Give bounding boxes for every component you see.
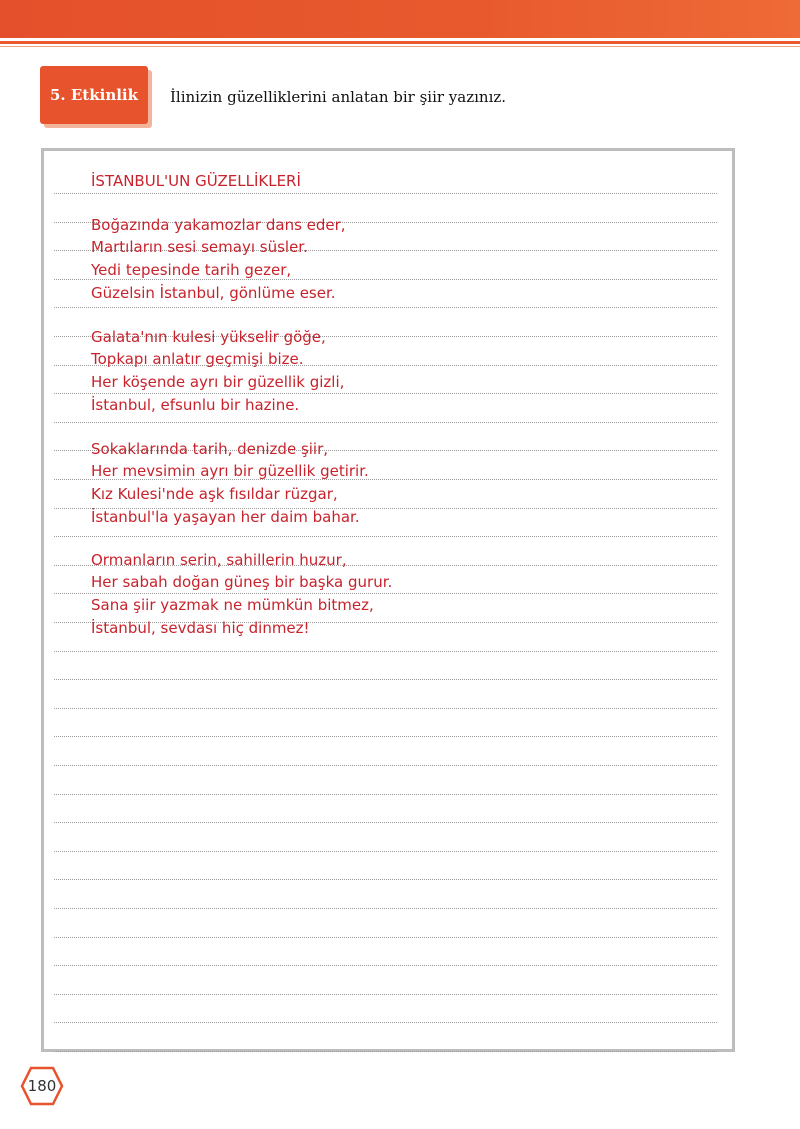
activity-instruction: İlinizin güzelliklerini anlatan bir şiir yazınız. bbox=[170, 88, 507, 106]
poem-line: Martıların sesi semayı süsler. bbox=[91, 238, 308, 256]
poem-line: Her sabah doğan güneş bir başka gurur. bbox=[91, 573, 393, 591]
ruled-line bbox=[54, 879, 717, 880]
ruled-line bbox=[54, 708, 717, 709]
poem-line: İstanbul, sevdası hiç dinmez! bbox=[91, 619, 310, 637]
poem-line: Galata'nın kulesi yükselir göğe, bbox=[91, 328, 326, 346]
banner-divider-thin bbox=[0, 46, 800, 47]
poem-line: Topkapı anlatır geçmişi bize. bbox=[91, 350, 304, 368]
poem-line: İstanbul'la yaşayan her daim bahar. bbox=[91, 508, 360, 526]
poem-line: Sokaklarında tarih, denizde şiir, bbox=[91, 440, 329, 458]
ruled-line bbox=[54, 422, 717, 423]
page-number-text: 180 bbox=[27, 1077, 57, 1095]
poem-line: Her köşende ayrı bir güzellik gizli, bbox=[91, 373, 345, 391]
poem-line: İstanbul, efsunlu bir hazine. bbox=[91, 396, 300, 414]
banner-divider bbox=[0, 41, 800, 44]
poem-line: Güzelsin İstanbul, gönlüme eser. bbox=[91, 284, 336, 302]
ruled-line bbox=[54, 536, 717, 537]
ruled-line bbox=[54, 937, 717, 938]
ruled-line bbox=[54, 765, 717, 766]
poem-line: Sana şiir yazmak ne mümkün bitmez, bbox=[91, 596, 374, 614]
ruled-line bbox=[54, 908, 717, 909]
ruled-line bbox=[54, 1051, 717, 1052]
page-number bbox=[20, 1066, 64, 1106]
poem-line: Ormanların serin, sahillerin huzur, bbox=[91, 551, 347, 569]
poem-line: Yedi tepesinde tarih gezer, bbox=[91, 261, 292, 279]
poem-line: Kız Kulesi'nde aşk fısıldar rüzgar, bbox=[91, 485, 338, 503]
poem-line: Boğazında yakamozlar dans eder, bbox=[91, 216, 346, 234]
ruled-line bbox=[54, 679, 717, 680]
top-banner bbox=[0, 0, 800, 38]
ruled-line bbox=[54, 736, 717, 737]
poem-title: İSTANBUL'UN GÜZELLİKLERİ bbox=[91, 172, 301, 190]
ruled-line bbox=[54, 651, 717, 652]
writing-area[interactable] bbox=[41, 148, 735, 1052]
activity-badge: 5. Etkinlik bbox=[40, 66, 148, 124]
poem-line: Her mevsimin ayrı bir güzellik getirir. bbox=[91, 462, 369, 480]
ruled-line bbox=[54, 965, 717, 966]
ruled-line bbox=[54, 994, 717, 995]
ruled-line bbox=[54, 193, 717, 194]
ruled-line bbox=[54, 851, 717, 852]
ruled-line bbox=[54, 307, 717, 308]
ruled-line bbox=[54, 794, 717, 795]
ruled-line bbox=[54, 1022, 717, 1023]
ruled-line bbox=[54, 822, 717, 823]
